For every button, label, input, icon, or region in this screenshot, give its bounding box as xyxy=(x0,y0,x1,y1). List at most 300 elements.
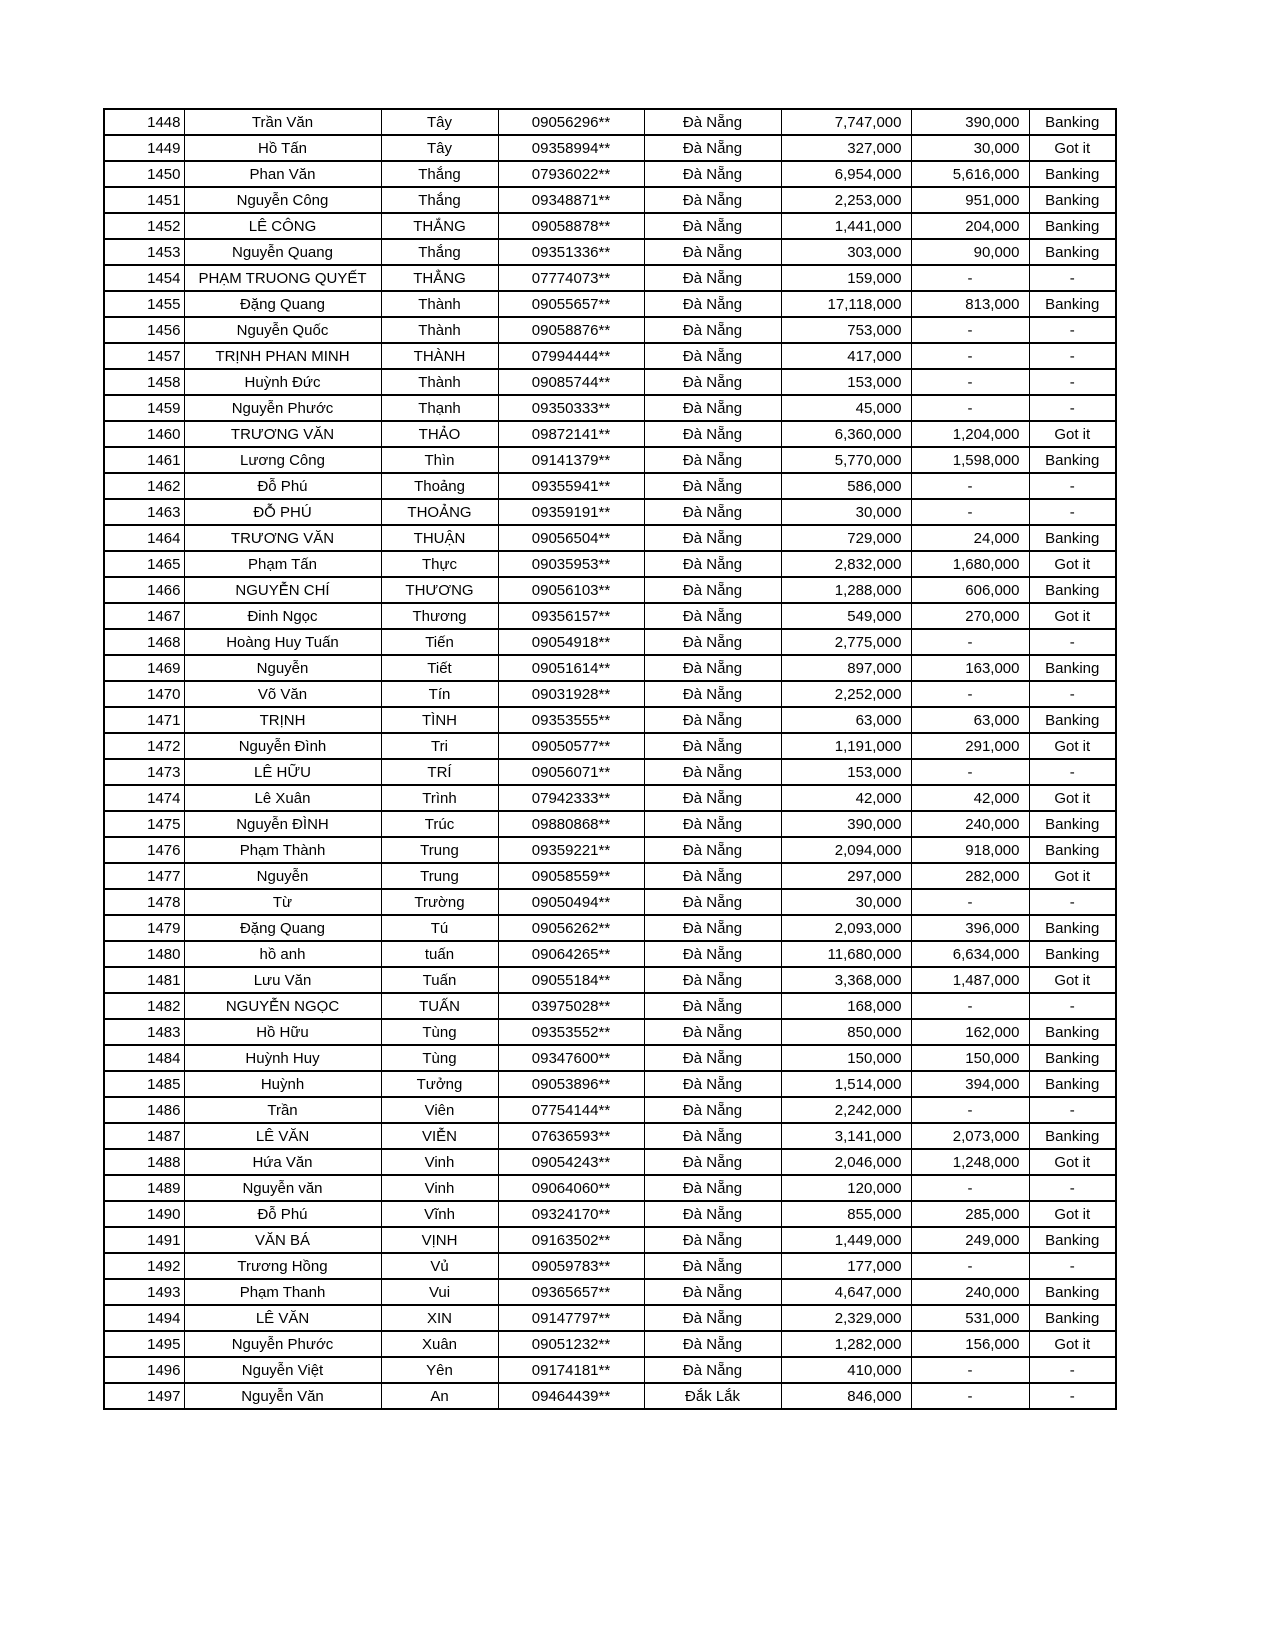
cell-amount-paid: - xyxy=(911,889,1029,915)
cell-province: Đà Nẵng xyxy=(644,1123,781,1149)
table-row xyxy=(104,733,1116,759)
cell-given-name: Tín xyxy=(381,681,498,707)
cell-given-name: Tây xyxy=(381,135,498,161)
table-row xyxy=(104,499,1116,525)
cell-surname: Nguyễn Phước xyxy=(184,395,381,421)
cell-row-id: 1462 xyxy=(104,473,184,499)
cell-given-name: Thoảng xyxy=(381,473,498,499)
cell-surname: Đinh Ngọc xyxy=(184,603,381,629)
cell-amount-total: 855,000 xyxy=(781,1201,911,1227)
cell-amount-paid: - xyxy=(911,993,1029,1019)
table-row xyxy=(104,863,1116,889)
cell-row-id: 1456 xyxy=(104,317,184,343)
cell-status: Banking xyxy=(1029,239,1116,265)
cell-province: Đà Nẵng xyxy=(644,1331,781,1357)
cell-row-id: 1483 xyxy=(104,1019,184,1045)
cell-amount-paid: - xyxy=(911,1383,1029,1409)
cell-given-name: XIN xyxy=(381,1305,498,1331)
cell-province: Đà Nẵng xyxy=(644,317,781,343)
cell-status: - xyxy=(1029,993,1116,1019)
cell-row-id: 1477 xyxy=(104,863,184,889)
cell-row-id: 1491 xyxy=(104,1227,184,1253)
cell-province: Đà Nẵng xyxy=(644,1045,781,1071)
cell-amount-paid: - xyxy=(911,1357,1029,1383)
cell-phone: 09051232** xyxy=(498,1331,644,1357)
cell-status: Banking xyxy=(1029,655,1116,681)
cell-province: Đà Nẵng xyxy=(644,291,781,317)
cell-amount-paid: 1,680,000 xyxy=(911,551,1029,577)
cell-surname: Nguyễn xyxy=(184,863,381,889)
cell-status: Banking xyxy=(1029,1305,1116,1331)
cell-status: - xyxy=(1029,317,1116,343)
cell-row-id: 1482 xyxy=(104,993,184,1019)
cell-amount-total: 6,954,000 xyxy=(781,161,911,187)
cell-row-id: 1481 xyxy=(104,967,184,993)
cell-amount-total: 1,282,000 xyxy=(781,1331,911,1357)
cell-amount-total: 846,000 xyxy=(781,1383,911,1409)
cell-amount-total: 30,000 xyxy=(781,499,911,525)
table-row xyxy=(104,993,1116,1019)
table-row xyxy=(104,1331,1116,1357)
cell-status: Got it xyxy=(1029,1331,1116,1357)
cell-phone: 09051614** xyxy=(498,655,644,681)
cell-phone: 09359221** xyxy=(498,837,644,863)
cell-amount-paid: 156,000 xyxy=(911,1331,1029,1357)
cell-row-id: 1476 xyxy=(104,837,184,863)
cell-amount-total: 177,000 xyxy=(781,1253,911,1279)
cell-row-id: 1478 xyxy=(104,889,184,915)
cell-amount-paid: 30,000 xyxy=(911,135,1029,161)
cell-given-name: Tùng xyxy=(381,1045,498,1071)
cell-surname: Phạm Tấn xyxy=(184,551,381,577)
cell-given-name: THƯƠNG xyxy=(381,577,498,603)
cell-amount-total: 120,000 xyxy=(781,1175,911,1201)
cell-amount-total: 1,288,000 xyxy=(781,577,911,603)
cell-row-id: 1490 xyxy=(104,1201,184,1227)
cell-given-name: Xuân xyxy=(381,1331,498,1357)
cell-phone: 09050577** xyxy=(498,733,644,759)
cell-phone: 09464439** xyxy=(498,1383,644,1409)
cell-given-name: Thìn xyxy=(381,447,498,473)
cell-phone: 09056103** xyxy=(498,577,644,603)
cell-province: Đà Nẵng xyxy=(644,577,781,603)
cell-status: Banking xyxy=(1029,1227,1116,1253)
cell-status: Banking xyxy=(1029,291,1116,317)
cell-phone: 09064060** xyxy=(498,1175,644,1201)
cell-province: Đà Nẵng xyxy=(644,473,781,499)
cell-given-name: Tiến xyxy=(381,629,498,655)
cell-phone: 09035953** xyxy=(498,551,644,577)
cell-given-name: Thắng xyxy=(381,239,498,265)
cell-status: Got it xyxy=(1029,603,1116,629)
cell-surname: Nguyễn Quốc xyxy=(184,317,381,343)
cell-row-id: 1489 xyxy=(104,1175,184,1201)
table-row xyxy=(104,473,1116,499)
cell-province: Đà Nẵng xyxy=(644,811,781,837)
table-row xyxy=(104,889,1116,915)
table-row xyxy=(104,1227,1116,1253)
cell-amount-paid: 1,204,000 xyxy=(911,421,1029,447)
cell-row-id: 1487 xyxy=(104,1123,184,1149)
cell-phone: 09348871** xyxy=(498,187,644,213)
cell-surname: TRỊNH xyxy=(184,707,381,733)
cell-amount-paid: 285,000 xyxy=(911,1201,1029,1227)
cell-given-name: Thực xyxy=(381,551,498,577)
cell-amount-paid: 240,000 xyxy=(911,1279,1029,1305)
cell-amount-total: 153,000 xyxy=(781,759,911,785)
cell-row-id: 1463 xyxy=(104,499,184,525)
cell-phone: 09141379** xyxy=(498,447,644,473)
cell-phone: 09054243** xyxy=(498,1149,644,1175)
cell-surname: ĐỖ PHÚ xyxy=(184,499,381,525)
cell-status: Banking xyxy=(1029,187,1116,213)
cell-row-id: 1460 xyxy=(104,421,184,447)
cell-row-id: 1461 xyxy=(104,447,184,473)
cell-status: Banking xyxy=(1029,1045,1116,1071)
cell-given-name: Trung xyxy=(381,863,498,889)
cell-row-id: 1474 xyxy=(104,785,184,811)
cell-province: Đà Nẵng xyxy=(644,941,781,967)
cell-phone: 07774073** xyxy=(498,265,644,291)
cell-province: Đà Nẵng xyxy=(644,213,781,239)
cell-status: Banking xyxy=(1029,1123,1116,1149)
cell-province: Đà Nẵng xyxy=(644,135,781,161)
cell-amount-paid: - xyxy=(911,317,1029,343)
cell-surname: Nguyễn Phước xyxy=(184,1331,381,1357)
cell-amount-paid: 918,000 xyxy=(911,837,1029,863)
cell-surname: Từ xyxy=(184,889,381,915)
cell-status: - xyxy=(1029,369,1116,395)
cell-given-name: Vinh xyxy=(381,1175,498,1201)
cell-status: - xyxy=(1029,499,1116,525)
cell-amount-paid: - xyxy=(911,265,1029,291)
cell-province: Đà Nẵng xyxy=(644,733,781,759)
cell-row-id: 1454 xyxy=(104,265,184,291)
cell-amount-total: 159,000 xyxy=(781,265,911,291)
cell-surname: Nguyễn xyxy=(184,655,381,681)
cell-status: Got it xyxy=(1029,1149,1116,1175)
cell-province: Đà Nẵng xyxy=(644,395,781,421)
cell-given-name: Tuấn xyxy=(381,967,498,993)
cell-province: Đà Nẵng xyxy=(644,915,781,941)
cell-surname: NGUYỄN CHÍ xyxy=(184,577,381,603)
cell-phone: 09064265** xyxy=(498,941,644,967)
cell-surname: Huỳnh Huy xyxy=(184,1045,381,1071)
cell-amount-paid: 390,000 xyxy=(911,109,1029,135)
cell-row-id: 1452 xyxy=(104,213,184,239)
cell-row-id: 1450 xyxy=(104,161,184,187)
cell-given-name: THÀNH xyxy=(381,343,498,369)
cell-status: Banking xyxy=(1029,915,1116,941)
cell-surname: Phan Văn xyxy=(184,161,381,187)
cell-surname: Huỳnh xyxy=(184,1071,381,1097)
cell-given-name: VỊNH xyxy=(381,1227,498,1253)
cell-province: Đà Nẵng xyxy=(644,1071,781,1097)
cell-given-name: THẲNG xyxy=(381,265,498,291)
cell-phone: 09324170** xyxy=(498,1201,644,1227)
cell-status: Got it xyxy=(1029,551,1116,577)
cell-phone: 09058559** xyxy=(498,863,644,889)
cell-province: Đà Nẵng xyxy=(644,1253,781,1279)
table-row xyxy=(104,109,1116,135)
cell-province: Đà Nẵng xyxy=(644,707,781,733)
cell-status: - xyxy=(1029,1383,1116,1409)
cell-amount-total: 303,000 xyxy=(781,239,911,265)
cell-phone: 09353555** xyxy=(498,707,644,733)
cell-status: - xyxy=(1029,473,1116,499)
cell-amount-total: 4,647,000 xyxy=(781,1279,911,1305)
cell-province: Đà Nẵng xyxy=(644,681,781,707)
cell-surname: LÊ HỮU xyxy=(184,759,381,785)
table-row xyxy=(104,343,1116,369)
cell-province: Đà Nẵng xyxy=(644,837,781,863)
cell-amount-total: 1,449,000 xyxy=(781,1227,911,1253)
cell-amount-paid: 396,000 xyxy=(911,915,1029,941)
cell-given-name: Vui xyxy=(381,1279,498,1305)
table-row xyxy=(104,577,1116,603)
cell-given-name: Trung xyxy=(381,837,498,863)
cell-given-name: TRÍ xyxy=(381,759,498,785)
cell-amount-total: 153,000 xyxy=(781,369,911,395)
cell-surname: Nguyễn Đình xyxy=(184,733,381,759)
cell-amount-total: 410,000 xyxy=(781,1357,911,1383)
cell-phone: 09054918** xyxy=(498,629,644,655)
cell-status: Banking xyxy=(1029,1279,1116,1305)
cell-surname: LÊ CÔNG xyxy=(184,213,381,239)
table-row xyxy=(104,1097,1116,1123)
cell-status: Got it xyxy=(1029,733,1116,759)
cell-given-name: THẢO xyxy=(381,421,498,447)
cell-surname: Hồ Tấn xyxy=(184,135,381,161)
cell-amount-paid: - xyxy=(911,369,1029,395)
cell-row-id: 1467 xyxy=(104,603,184,629)
table-row xyxy=(104,551,1116,577)
cell-amount-paid: 394,000 xyxy=(911,1071,1029,1097)
cell-phone: 09359191** xyxy=(498,499,644,525)
cell-amount-paid: 150,000 xyxy=(911,1045,1029,1071)
cell-surname: Hồ Hữu xyxy=(184,1019,381,1045)
cell-province: Đà Nẵng xyxy=(644,265,781,291)
cell-row-id: 1465 xyxy=(104,551,184,577)
cell-row-id: 1492 xyxy=(104,1253,184,1279)
cell-phone: 09147797** xyxy=(498,1305,644,1331)
cell-surname: Nguyễn ĐÌNH xyxy=(184,811,381,837)
table-row xyxy=(104,837,1116,863)
cell-status: Banking xyxy=(1029,161,1116,187)
cell-amount-total: 2,832,000 xyxy=(781,551,911,577)
cell-amount-paid: - xyxy=(911,343,1029,369)
cell-given-name: Vinh xyxy=(381,1149,498,1175)
cell-province: Đà Nẵng xyxy=(644,863,781,889)
cell-amount-total: 327,000 xyxy=(781,135,911,161)
cell-surname: Trần Văn xyxy=(184,109,381,135)
cell-amount-paid: 6,634,000 xyxy=(911,941,1029,967)
cell-amount-total: 30,000 xyxy=(781,889,911,915)
cell-province: Đà Nẵng xyxy=(644,993,781,1019)
cell-phone: 09365657** xyxy=(498,1279,644,1305)
cell-province: Đà Nẵng xyxy=(644,1097,781,1123)
cell-given-name: Trúc xyxy=(381,811,498,837)
cell-surname: Nguyễn văn xyxy=(184,1175,381,1201)
cell-amount-total: 417,000 xyxy=(781,343,911,369)
cell-surname: TRƯƠNG VĂN xyxy=(184,421,381,447)
cell-row-id: 1453 xyxy=(104,239,184,265)
cell-surname: VĂN BÁ xyxy=(184,1227,381,1253)
table-row xyxy=(104,1123,1116,1149)
cell-amount-total: 7,747,000 xyxy=(781,109,911,135)
cell-row-id: 1469 xyxy=(104,655,184,681)
table-row xyxy=(104,447,1116,473)
cell-given-name: tuấn xyxy=(381,941,498,967)
cell-surname: Nguyễn Văn xyxy=(184,1383,381,1409)
cell-amount-total: 2,775,000 xyxy=(781,629,911,655)
table-row xyxy=(104,525,1116,551)
cell-amount-total: 150,000 xyxy=(781,1045,911,1071)
cell-amount-paid: - xyxy=(911,1175,1029,1201)
cell-province: Đà Nẵng xyxy=(644,1227,781,1253)
cell-surname: Nguyễn Quang xyxy=(184,239,381,265)
cell-phone: 09058876** xyxy=(498,317,644,343)
table-row xyxy=(104,1305,1116,1331)
cell-amount-total: 2,252,000 xyxy=(781,681,911,707)
table-row xyxy=(104,1383,1116,1409)
cell-status: - xyxy=(1029,889,1116,915)
cell-province: Đà Nẵng xyxy=(644,421,781,447)
cell-status: Banking xyxy=(1029,109,1116,135)
cell-province: Đà Nẵng xyxy=(644,1305,781,1331)
table-row xyxy=(104,317,1116,343)
cell-amount-paid: 204,000 xyxy=(911,213,1029,239)
cell-given-name: Tùng xyxy=(381,1019,498,1045)
cell-status: Got it xyxy=(1029,421,1116,447)
cell-amount-paid: 249,000 xyxy=(911,1227,1029,1253)
cell-row-id: 1495 xyxy=(104,1331,184,1357)
cell-province: Đà Nẵng xyxy=(644,369,781,395)
cell-status: Banking xyxy=(1029,1071,1116,1097)
cell-phone: 09174181** xyxy=(498,1357,644,1383)
data-table xyxy=(103,108,1117,1410)
cell-surname: Nguyễn Việt xyxy=(184,1357,381,1383)
cell-row-id: 1497 xyxy=(104,1383,184,1409)
cell-given-name: Tây xyxy=(381,109,498,135)
cell-status: - xyxy=(1029,759,1116,785)
cell-phone: 09056504** xyxy=(498,525,644,551)
cell-amount-paid: 951,000 xyxy=(911,187,1029,213)
table-row xyxy=(104,265,1116,291)
cell-surname: Trương Hồng xyxy=(184,1253,381,1279)
cell-amount-paid: 270,000 xyxy=(911,603,1029,629)
cell-province: Đà Nẵng xyxy=(644,239,781,265)
cell-surname: Đặng Quang xyxy=(184,915,381,941)
cell-row-id: 1466 xyxy=(104,577,184,603)
cell-row-id: 1472 xyxy=(104,733,184,759)
cell-amount-total: 63,000 xyxy=(781,707,911,733)
cell-given-name: Trường xyxy=(381,889,498,915)
cell-amount-paid: 163,000 xyxy=(911,655,1029,681)
cell-province: Đà Nẵng xyxy=(644,1019,781,1045)
table-row xyxy=(104,811,1116,837)
cell-province: Đà Nẵng xyxy=(644,447,781,473)
cell-amount-paid: 531,000 xyxy=(911,1305,1029,1331)
cell-status: Banking xyxy=(1029,811,1116,837)
cell-row-id: 1488 xyxy=(104,1149,184,1175)
cell-amount-paid: - xyxy=(911,395,1029,421)
cell-amount-paid: 813,000 xyxy=(911,291,1029,317)
cell-amount-total: 168,000 xyxy=(781,993,911,1019)
table-row xyxy=(104,135,1116,161)
cell-province: Đà Nẵng xyxy=(644,1175,781,1201)
cell-row-id: 1455 xyxy=(104,291,184,317)
cell-given-name: Thương xyxy=(381,603,498,629)
cell-surname: Lương Công xyxy=(184,447,381,473)
cell-province: Đà Nẵng xyxy=(644,603,781,629)
cell-surname: Trần xyxy=(184,1097,381,1123)
cell-status: - xyxy=(1029,1097,1116,1123)
cell-surname: hồ anh xyxy=(184,941,381,967)
cell-status: - xyxy=(1029,681,1116,707)
cell-province: Đà Nẵng xyxy=(644,343,781,369)
cell-row-id: 1496 xyxy=(104,1357,184,1383)
table-row xyxy=(104,629,1116,655)
cell-row-id: 1471 xyxy=(104,707,184,733)
cell-phone: 09085744** xyxy=(498,369,644,395)
cell-status: Banking xyxy=(1029,525,1116,551)
cell-given-name: Thạnh xyxy=(381,395,498,421)
cell-phone: 09347600** xyxy=(498,1045,644,1071)
cell-amount-total: 297,000 xyxy=(781,863,911,889)
cell-given-name: Thành xyxy=(381,291,498,317)
cell-status: - xyxy=(1029,265,1116,291)
cell-status: Banking xyxy=(1029,213,1116,239)
cell-row-id: 1493 xyxy=(104,1279,184,1305)
cell-surname: Hoàng Huy Tuấn xyxy=(184,629,381,655)
cell-province: Đà Nẵng xyxy=(644,551,781,577)
cell-province: Đắk Lắk xyxy=(644,1383,781,1409)
cell-given-name: Tiết xyxy=(381,655,498,681)
cell-phone: 09358994** xyxy=(498,135,644,161)
cell-amount-total: 5,770,000 xyxy=(781,447,911,473)
cell-amount-paid: 42,000 xyxy=(911,785,1029,811)
cell-surname: TRƯƠNG VĂN xyxy=(184,525,381,551)
cell-status: Got it xyxy=(1029,1201,1116,1227)
table-row xyxy=(104,1071,1116,1097)
cell-amount-paid: 291,000 xyxy=(911,733,1029,759)
cell-phone: 07636593** xyxy=(498,1123,644,1149)
cell-surname: Phạm Thành xyxy=(184,837,381,863)
cell-amount-total: 549,000 xyxy=(781,603,911,629)
cell-amount-total: 2,329,000 xyxy=(781,1305,911,1331)
cell-row-id: 1473 xyxy=(104,759,184,785)
cell-row-id: 1470 xyxy=(104,681,184,707)
cell-status: - xyxy=(1029,1253,1116,1279)
cell-amount-total: 586,000 xyxy=(781,473,911,499)
cell-surname: TRỊNH PHAN MINH xyxy=(184,343,381,369)
cell-amount-total: 45,000 xyxy=(781,395,911,421)
table-row xyxy=(104,239,1116,265)
cell-row-id: 1448 xyxy=(104,109,184,135)
cell-phone: 07754144** xyxy=(498,1097,644,1123)
cell-phone: 09055657** xyxy=(498,291,644,317)
cell-province: Đà Nẵng xyxy=(644,1149,781,1175)
cell-province: Đà Nẵng xyxy=(644,525,781,551)
cell-row-id: 1480 xyxy=(104,941,184,967)
cell-province: Đà Nẵng xyxy=(644,187,781,213)
cell-province: Đà Nẵng xyxy=(644,499,781,525)
cell-given-name: Trình xyxy=(381,785,498,811)
cell-status: - xyxy=(1029,629,1116,655)
cell-given-name: TÌNH xyxy=(381,707,498,733)
table-row xyxy=(104,1201,1116,1227)
